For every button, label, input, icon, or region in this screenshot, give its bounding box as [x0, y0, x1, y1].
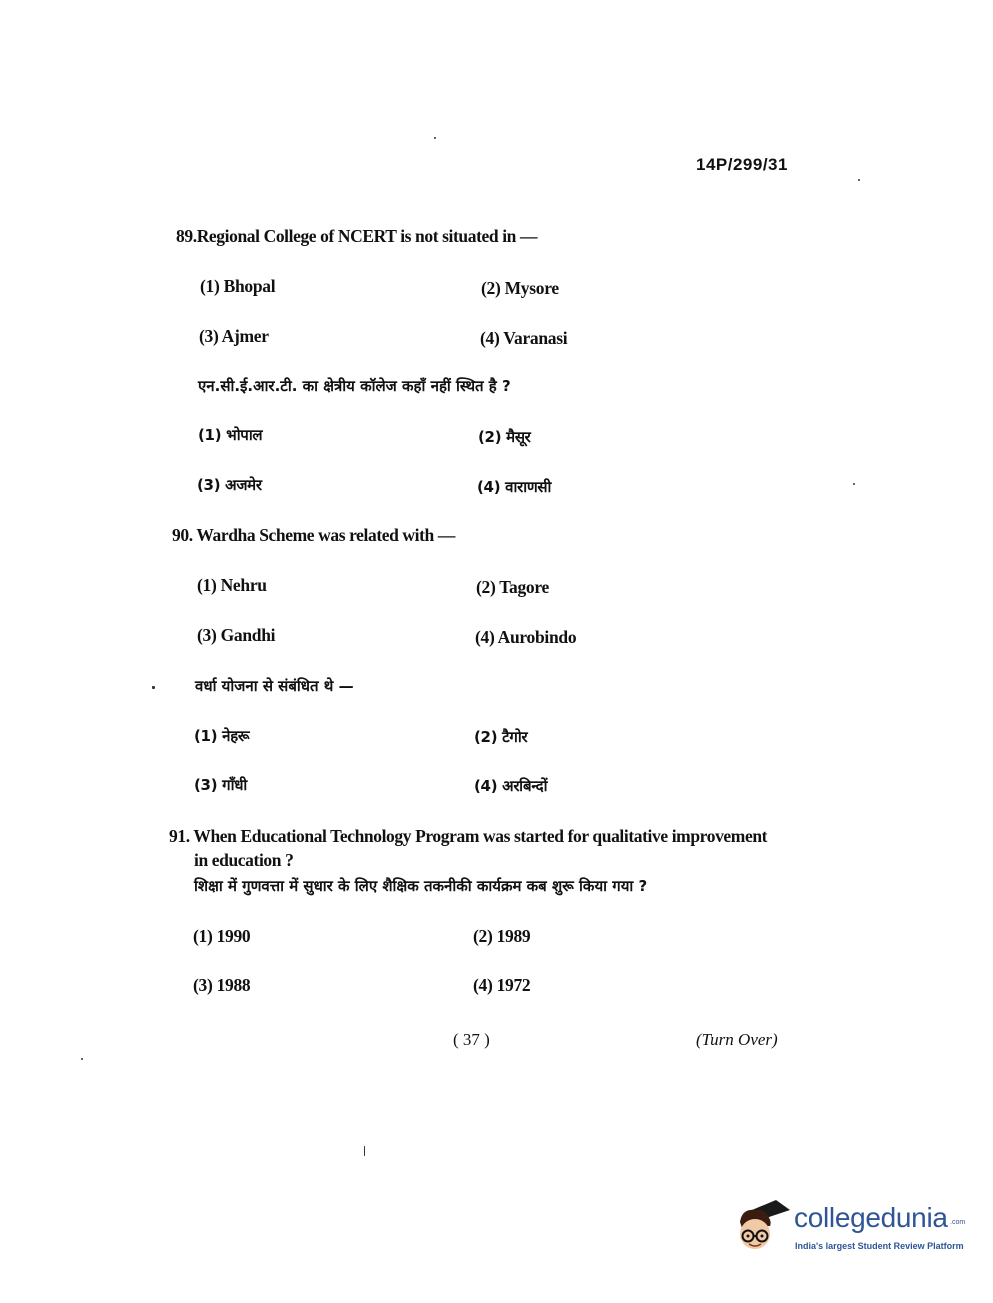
brand-tagline: India's largest Student Review Platform	[795, 1241, 964, 1251]
option-2: (2) Mysore	[481, 278, 559, 298]
option-hindi-2: (2) मैसूर	[478, 428, 531, 446]
question-hindi-text: वर्धा योजना से संबंधित थे —	[195, 677, 354, 695]
question-text-line-1: When Educational Technology Program was started for qualitative improvement	[193, 826, 768, 846]
option-hindi-4: (4) वाराणसी	[477, 478, 552, 496]
scan-speck	[152, 686, 155, 689]
question-number: 89.	[176, 226, 197, 246]
scan-speck	[858, 179, 860, 181]
scan-speck	[364, 1146, 365, 1156]
option-4: (4) Varanasi	[480, 328, 568, 348]
option-hindi-2: (2) टैगोर	[474, 728, 528, 746]
option-3: (3) 1988	[193, 975, 251, 995]
question-90	[172, 525, 455, 546]
option-1: (1) Nehru	[197, 575, 267, 595]
question-91	[169, 826, 767, 847]
question-number: 91.	[169, 826, 190, 846]
turn-over-note: (Turn Over)	[696, 1030, 778, 1049]
question-89	[176, 226, 537, 247]
option-hindi-3: (3) अजमेर	[197, 476, 262, 494]
scan-speck	[434, 137, 436, 139]
option-hindi-3: (3) गाँधी	[194, 776, 248, 794]
option-4: (4) 1972	[473, 975, 531, 995]
mascot-logo-icon	[734, 1196, 792, 1258]
scan-speck	[81, 1058, 83, 1060]
scan-speck	[853, 483, 855, 485]
option-2: (2) 1989	[473, 926, 531, 946]
brand-watermark	[734, 1196, 964, 1258]
option-hindi-1: (1) भोपाल	[198, 426, 263, 444]
option-3: (3) Ajmer	[199, 326, 269, 346]
question-text: Wardha Scheme was related with —	[196, 525, 455, 545]
question-text: Regional College of NCERT is not situated in —	[196, 226, 538, 246]
question-number: 90.	[172, 525, 193, 545]
question-hindi-text: एन.सी.ई.आर.टी. का क्षेत्रीय कॉलेज कहाँ नहीं स्थित है ?	[198, 377, 511, 395]
option-4: (4) Aurobindo	[475, 627, 577, 647]
option-hindi-4: (4) अरबिन्दों	[474, 777, 548, 795]
page-number: ( 37 )	[453, 1030, 490, 1049]
option-1: (1) Bhopal	[200, 276, 276, 296]
option-2: (2) Tagore	[476, 577, 549, 597]
question-hindi-text: शिक्षा में गुणवत्ता में सुधार के लिए शैक्षिक तकनीकी कार्यक्रम कब शुरू किया गया ?	[194, 877, 648, 895]
brand-domain: .com	[950, 1219, 966, 1226]
option-3: (3) Gandhi	[197, 625, 276, 645]
paper-code: 14P/299/31	[696, 155, 788, 174]
brand-name: collegedunia	[794, 1202, 948, 1233]
option-hindi-1: (1) नेहरू	[194, 727, 250, 745]
question-text-line-2: in education ?	[194, 850, 294, 870]
option-1: (1) 1990	[193, 926, 251, 946]
